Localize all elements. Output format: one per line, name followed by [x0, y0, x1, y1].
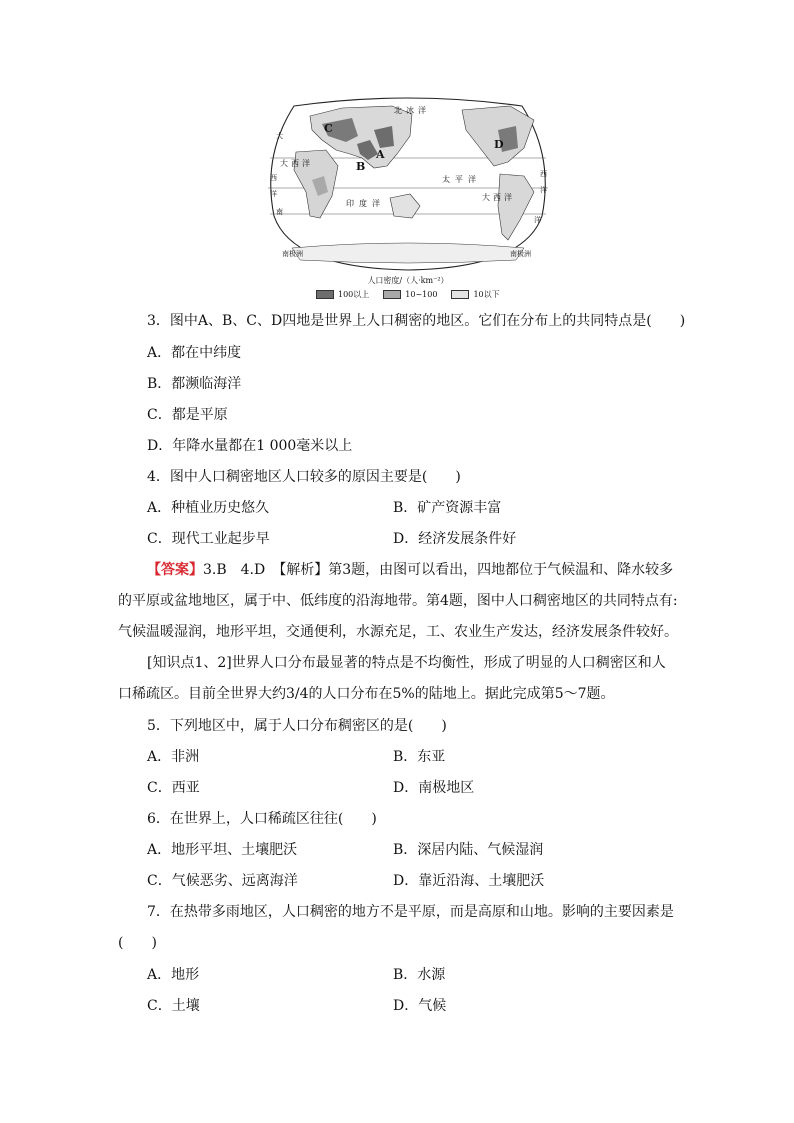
region-label-a: A: [376, 148, 385, 161]
question-4-option-a: A．种植业历史悠久: [147, 500, 270, 516]
legend-swatch-mid: [383, 290, 401, 299]
legend-label-mid: 10~100: [405, 290, 438, 299]
question-6-option-b: B．深居内陆、气候湿润: [393, 842, 544, 858]
margin-char-right-1: 洋: [540, 186, 547, 194]
region-label-b: B: [356, 160, 366, 173]
answer-tag: 【答案】: [147, 562, 203, 578]
map-legend: [316, 289, 500, 300]
question-7-option-c: C．土壤: [147, 998, 200, 1014]
antarctica-landmass: [292, 243, 524, 263]
knowledge-line-2: 口稀疏区。目前全世界大约3/4的人口分布在5%的陆地上。据此完成第5～7题。: [118, 686, 615, 702]
legend-item-high: [316, 289, 369, 300]
question-6-option-c: C．气候恶劣、远离海洋: [147, 873, 298, 889]
margin-char-left-1: 西: [270, 174, 277, 182]
question-3-option-b: B．都濒临海洋: [147, 376, 242, 392]
ocean-label-atlantic-left: 大西洋: [280, 159, 313, 168]
ocean-label-indian: 印度洋: [346, 199, 385, 208]
question-7-option-a: A．地形: [147, 967, 200, 983]
question-5-option-a: A．非洲: [147, 749, 200, 765]
antarctica-label-left: 南极洲: [282, 250, 303, 258]
question-7-stem-line-2: ( ): [118, 935, 157, 951]
question-3-option-c: C．都是平原: [147, 407, 228, 423]
question-4-option-b: B．矿产资源丰富: [393, 500, 502, 516]
question-5-option-c: C．西亚: [147, 780, 200, 796]
ocean-label-arctic: 北冰洋: [394, 106, 430, 115]
answer-text-1: 3.B 4.D 【解析】第3题，由图可以看出，四地都位于气候温和、降水较多: [203, 562, 674, 578]
question-5-option-d: D．南极地区: [393, 780, 475, 796]
legend-label-high: 100以上: [338, 290, 370, 299]
legend-swatch-high: [316, 290, 334, 299]
population-density-map: [262, 96, 554, 306]
margin-char-right-2: 洋: [534, 216, 541, 224]
question-5-option-b: B．东亚: [393, 749, 446, 765]
question-4-stem: 4．图中人口稠密地区人口较多的原因主要是( ): [147, 469, 461, 485]
legend-title: 人口密度/（人·km⁻²）: [367, 276, 449, 285]
question-4-option-c: C．现代工业起步早: [147, 531, 270, 547]
question-6-option-a: A．地形平坦、土壤肥沃: [147, 842, 298, 858]
question-6-stem: 6．在世界上，人口稀疏区往往( ): [147, 811, 377, 827]
question-7-option-d: D．气候: [393, 998, 447, 1014]
ocean-label-pacific: 太平洋: [442, 175, 481, 184]
antarctica-label-right: 南极洲: [510, 250, 531, 258]
question-7-option-b: B．水源: [393, 967, 446, 983]
question-3-option-d: D．年降水量都在1 000毫米以上: [147, 438, 353, 454]
answer-line-1: [147, 560, 673, 580]
margin-char-left-3: 南: [276, 208, 283, 216]
question-3-stem: 3．图中A、B、C、D四地是世界上人口稠密的地区。它们在分布上的共同特点是( ): [147, 313, 686, 329]
question-5-stem: 5．下列地区中，属于人口分布稠密区的是( ): [147, 718, 447, 734]
legend-label-low: 10以下: [473, 290, 500, 299]
question-7-stem-line-1: 7．在热带多雨地区，人口稠密的地方不是平原，而是高原和山地。影响的主要因素是: [147, 904, 674, 920]
region-label-d: D: [494, 138, 504, 151]
answer-line-2: 的平原或盆地地区，属于中、低纬度的沿海地带。第4题，图中人口稠密地区的共同特点有:: [118, 593, 678, 609]
question-6-option-d: D．靠近沿海、土壤肥沃: [393, 873, 545, 889]
question-4-option-d: D．经济发展条件好: [393, 531, 517, 547]
margin-char-right-0: 西: [540, 170, 547, 178]
knowledge-line-1: [知识点1、2]世界人口分布最显著的特点是不均衡性，形成了明显的人口稠密区和人: [147, 655, 666, 671]
legend-swatch-low: [451, 290, 469, 299]
world-map-figure: [262, 96, 554, 274]
legend-item-mid: [383, 289, 437, 300]
legend-item-low: [451, 289, 499, 300]
margin-char-left-2: 洋: [270, 190, 277, 198]
region-label-c: C: [324, 122, 333, 135]
answer-line-3: 气候温暖湿润，地形平坦，交通便利，水源充足，工、农业生产发达，经济发展条件较好。: [118, 624, 678, 640]
question-3-option-a: A．都在中纬度: [147, 345, 242, 361]
ocean-label-atlantic-right: 大西洋: [482, 193, 515, 202]
margin-char-left-0: 大: [276, 132, 283, 140]
